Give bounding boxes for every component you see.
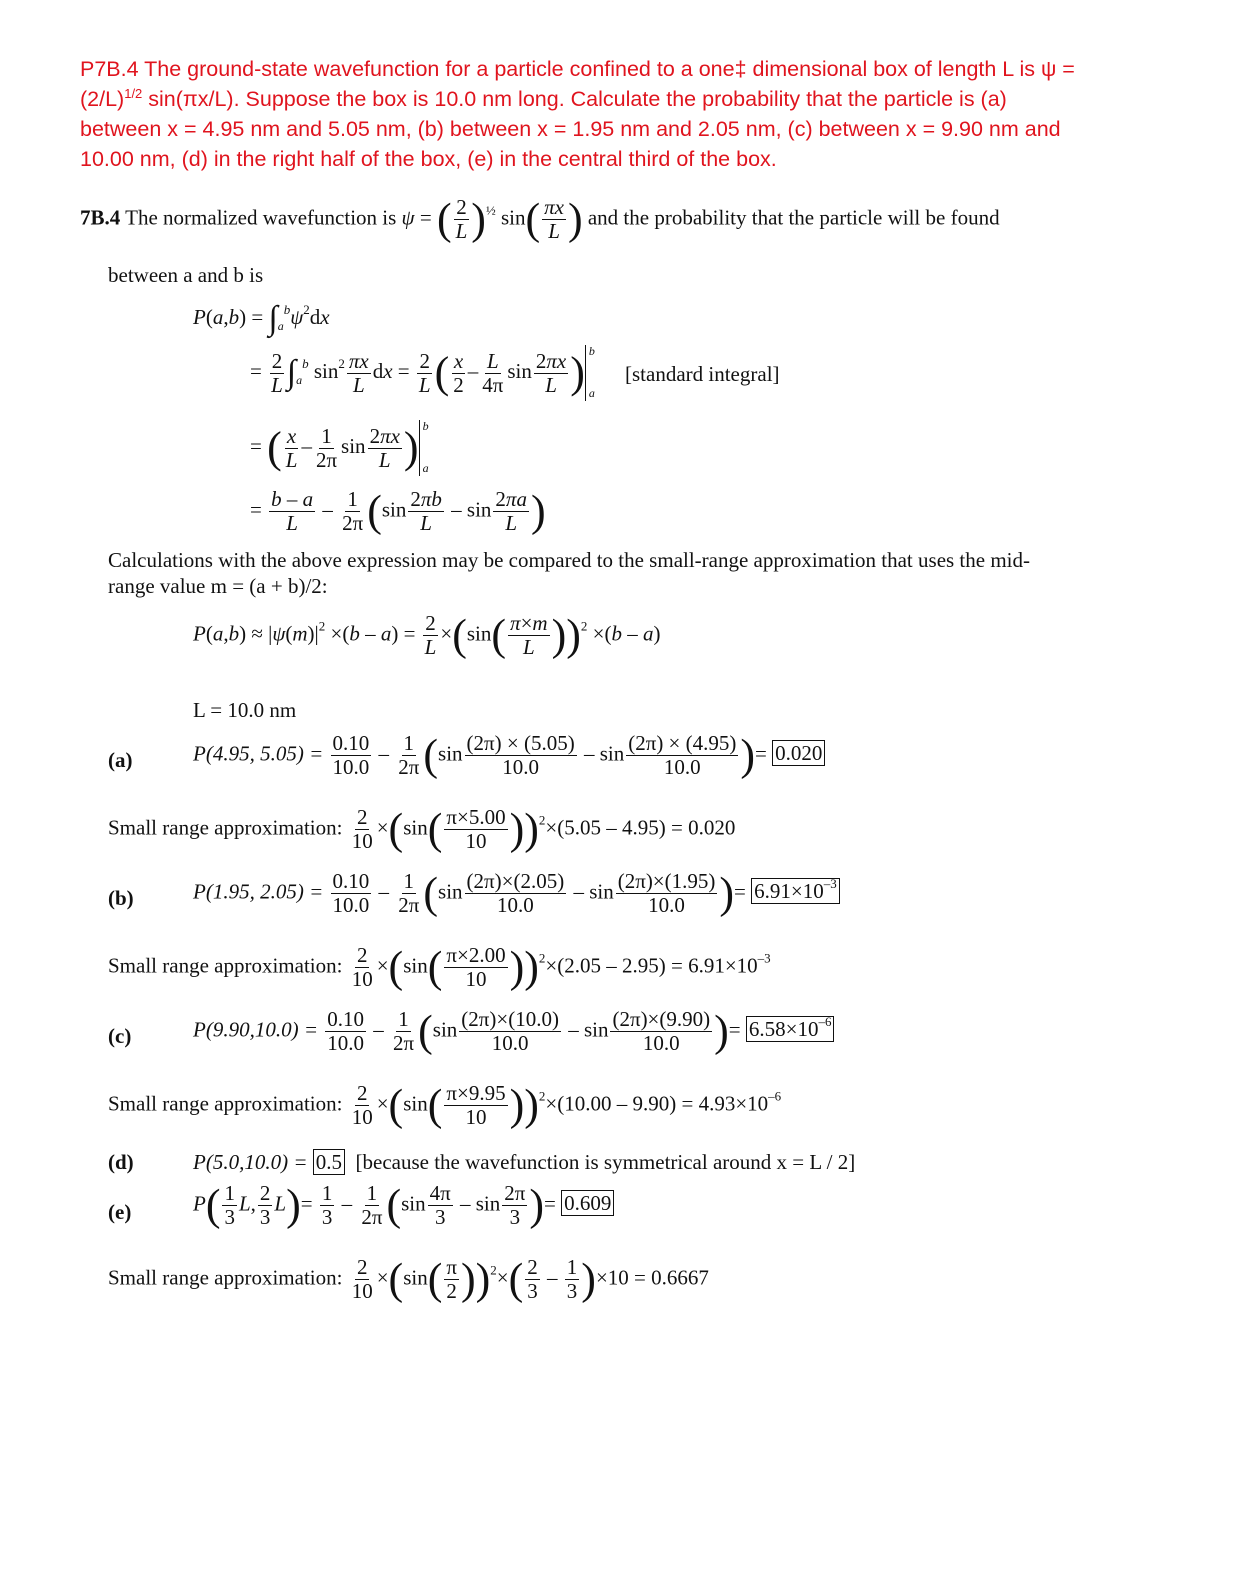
problem-line-1: P7B.4 The ground-state wavefunction for a particle confined to a one‡ dimensional box of length L is ψ = [80,57,1075,81]
part-b-approx: Small range approximation: $\frac{2}{10}$ ×(sin( $\frac{\pi\times 2.00}{10}$ ))$^2\times(2.05 - 2.95) = 6.91\times 10^{-3}$ [108,942,771,992]
part-d-line: P(5.0,10.0) = 0.5 [because the wavefunction is symmetrical around x = L / 2] [193,1150,856,1174]
part-e-answer: 0.609 [561,1190,614,1216]
integral-line-2: = $\frac{2}{L}$ $\int_a^b$ $\sin^2$ $\frac{\pi x}{L}$ dx = $\frac{2}{L}$ ( $\frac{x}{2}$ – $\frac{L}{4\pi}$ sin $\frac{2\pi x}{L}$ ) b a [250,345,600,401]
integral-line-4: = $\frac{b - a}{L}$ – $\frac{1}{2\pi}$ (sin $\frac{2\pi b}{L}$ – sin $\frac{2\pi a}{L}$ ) [250,486,546,536]
part-a-approx: Small range approximation: $\frac{2}{10}$ ×(sin( $\frac{\pi\times 5.00}{10}$ ))$^2$×(5.05 – 4.95) = 0.020 [108,804,736,854]
standard-integral-note: [standard integral] [625,362,780,386]
problem-line-3: between x = 4.95 nm and 5.05 nm, (b) between x = 1.95 nm and 2.05 nm, (c) between x = 9.90 nm and [80,117,1061,141]
part-b-exact: P(1.95, 2.05) = $\frac{0.10}{10.0}$ – $\frac{1}{2\pi}$ (sin $\frac{(2\pi)\times(2.05)}{10.0}$ – sin $\frac{(2\pi)\times(1.95)}{10.0}$ )= $6.91\times 10^{-3}$ [193,870,840,917]
problem-statement [80,54,1160,174]
part-c-approx: Small range approximation: $\frac{2}{10}$ ×(sin( $\frac{\pi\times 9.95}{10}$ ))$^2\times(10.00 - 9.90) = 4.93\times 10^{-6}$ [108,1080,782,1130]
part-c-exact: P(9.90,10.0) = $\frac{0.10}{10.0}$ – $\frac{1}{2\pi}$ (sin $\frac{(2\pi)\times(10.0)}{10.0}$ – sin $\frac{(2\pi)\times(9.90)}{10.0}$ )= $6.58\times 10^{-6}$ [193,1008,834,1055]
integral-line-3: = ( $\frac{x}{L}$ – $\frac{1}{2\pi}$ sin $\frac{2\pi x}{L}$ ) b a [250,420,434,476]
part-e-approx: Small range approximation: $\frac{2}{10}$ ×(sin( $\frac{\pi}{2}$ ))$^2$×( $\frac{2}{3}$ – $\frac{1}{3}$ )×10 = 0.6667 [108,1254,709,1304]
part-d-answer: 0.5 [313,1149,345,1175]
part-a-answer: 0.020 [772,740,825,766]
part-c-answer: $6.58\times 10^{-6}$ [746,1016,835,1042]
part-b-answer: $6.91\times 10^{-3}$ [751,878,840,904]
solution-intro: 7B.4 The normalized wavefunction is ψ = ( $\frac{2}{L}$ )$^{\frac{1}{2}}$ sin( $\frac{\pi x}{L}$ ) and the probability that the particle will be found [80,194,1000,244]
problem-line-2: $(2/L)^{1/2}$ sin(πx/L). Suppose the box is 10.0 nm long. Calculate the probability that the particle is (a) [80,85,1007,111]
part-e-label: (e) [108,1200,132,1224]
calc-note-2: range value m = (a + b)/2: [108,574,328,598]
part-c-label: (c) [108,1024,132,1048]
part-a-exact: P(4.95, 5.05) = $\frac{0.10}{10.0}$ – $\frac{1}{2\pi}$ (sin $\frac{(2\pi) \times (5.05)}{10.0}$ – sin $\frac{(2\pi) \times (4.95)}{10.0}$ )= 0.020 [193,732,825,779]
part-e-exact: P( $\frac{1}{3}$ L, $\frac{2}{3}$ L)= $\frac{1}{3}$ – $\frac{1}{2\pi}$ (sin $\frac{4\pi}{3}$ – sin $\frac{2\pi}{3}$ )= 0.609 [193,1182,614,1229]
problem-line-4: 10.00 nm, (d) in the right half of the box, (e) in the central third of the box. [80,147,777,171]
part-a-label: (a) [108,748,133,772]
between-text: between a and b is [108,263,264,287]
prob-integral: $P(a,b) = \int_a^b\psi^2dx$ [193,300,330,338]
small-range-formula: $P(a,b) \approx |\psi(m)|^2 \times(b - a)$ = $\frac{2}{L}$ ×(sin( $\frac{\pi\times m}{L}$ ))$^2$ ×(b – a) [193,610,661,660]
part-d-label: (d) [108,1150,134,1174]
calc-note-1: Calculations with the above expression may be compared to the small-range approximation that uses the mid- [108,548,1031,572]
length-value: L = 10.0 nm [193,698,297,722]
part-b-label: (b) [108,886,134,910]
